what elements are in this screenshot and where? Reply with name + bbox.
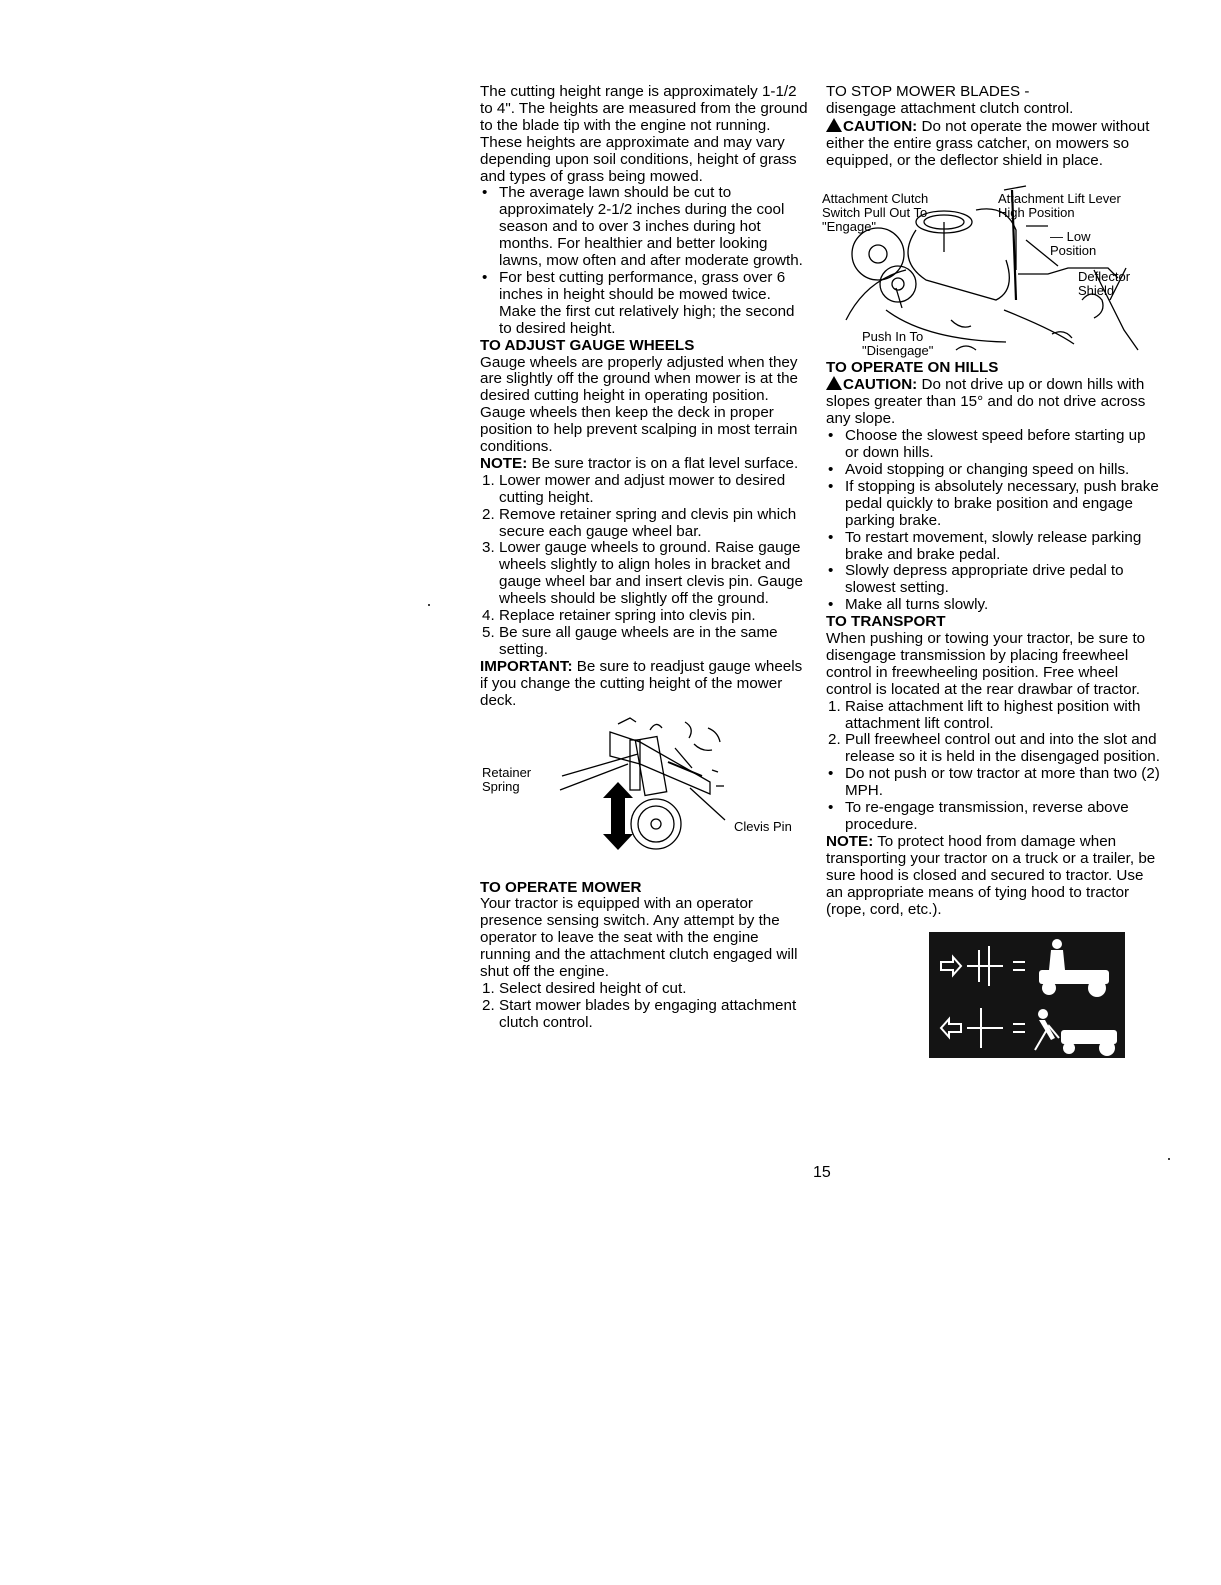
freewheel-decal bbox=[929, 932, 1125, 1058]
stop-blades-heading: TO STOP MOWER BLADES - bbox=[826, 83, 1030, 100]
lift-lever-label: Attachment Lift Lever High Position bbox=[998, 190, 1121, 220]
list-item: • If stopping is absolutely necessary, push brake pedal quickly to brake position and engage parking brake. bbox=[828, 477, 1159, 529]
list-item: 1. Raise attachment lift to highest position with attachment lift control. bbox=[828, 697, 1141, 732]
list-item: 2. Remove retainer spring and clevis pin which secure each gauge wheel bar. bbox=[482, 505, 797, 540]
list-item: 2. Start mower blades by engaging attachment clutch control. bbox=[482, 996, 797, 1031]
transport-bullet-list bbox=[826, 766, 1162, 834]
list-item: • Avoid stopping or changing speed on hills. bbox=[828, 460, 1130, 478]
gauge-steps-list bbox=[480, 473, 810, 659]
gauge-note: NOTE: Be sure tractor is on a flat level surface. bbox=[480, 454, 799, 472]
left-column bbox=[480, 84, 810, 1032]
retainer-spring-label: Retainer Spring bbox=[482, 764, 532, 794]
caution-grass-catcher: CAUTION: Do not operate the mower without either the entire grass catcher, on mowers so equipped, or the deflector shield in place. bbox=[826, 117, 1150, 169]
list-item: • To re-engage transmission, reverse above procedure. bbox=[828, 799, 1129, 833]
caution-hills: CAUTION: Do not drive up or down hills with slopes greater than 15° and do not drive across any slope. bbox=[826, 376, 1146, 428]
push-disengage-label: Push In To "Disengage" bbox=[862, 328, 934, 358]
list-item: 4. Replace retainer spring into clevis pin. bbox=[482, 607, 756, 625]
clutch-switch-label: Attachment Clutch Switch Pull Out To "Engage" bbox=[822, 190, 929, 234]
hills-heading: TO OPERATE ON HILLS bbox=[826, 358, 999, 376]
gauge-wheels-heading: TO ADJUST GAUGE WHEELS bbox=[480, 336, 695, 354]
list-item: • For best cutting performance, grass over 6 inches in height should be mowed twice. Make the first cut relatively high; the second to desired height. bbox=[482, 268, 795, 337]
list-item: • Choose the slowest speed before starting up or down hills. bbox=[828, 427, 1146, 462]
low-position-label: — Low Position bbox=[1050, 228, 1097, 258]
stop-blades-text: disengage attachment clutch control. bbox=[826, 99, 1074, 117]
warning-triangle-icon bbox=[826, 376, 842, 390]
transport-note: NOTE: To protect hood from damage when transporting your tractor on a truck or a trailer, be sure hood is closed and secured to tractor. Use an appropriate means of tying hood to tractor (rope, cord, etc.). bbox=[826, 832, 1156, 918]
list-item: • To restart movement, slowly release parking brake and brake pedal. bbox=[828, 528, 1142, 563]
gauge-wheels-text: Gauge wheels are properly adjusted when they are slightly off the ground when mower is at the desired cutting height in operating position. Gauge wheels then keep the deck in proper position to help prevent scalping in most terrain conditions. bbox=[480, 353, 798, 456]
scan-speck bbox=[1168, 1158, 1170, 1160]
deflector-shield-label: Deflector Shield bbox=[1078, 268, 1131, 298]
list-item: 3. Lower gauge wheels to ground. Raise gauge wheels slightly to align holes in bracket and gauge wheel bar and insert clevis pin. Gauge wheels should be slightly off the ground. bbox=[482, 539, 803, 608]
list-item: 5. Be sure all gauge wheels are in the same setting. bbox=[482, 624, 778, 658]
page-number: 15 bbox=[813, 1164, 831, 1181]
gauge-wheel-figure bbox=[480, 710, 810, 880]
cutting-height-intro: The cutting height range is approximately 1-1/2 to 4". The heights are measured from the ground to the blade tip with the engine not running. These heights are approximate and may vary depending upon soil conditions, height of grass and types of grass being mowed. bbox=[480, 83, 808, 185]
list-item: • Make all turns slowly. bbox=[828, 596, 989, 614]
hills-bullet-list bbox=[826, 428, 1162, 614]
transport-steps-list bbox=[826, 699, 1162, 767]
operate-steps-list bbox=[480, 981, 810, 1032]
freewheel-pictogram bbox=[929, 932, 1125, 1058]
operate-mower-heading: TO OPERATE MOWER bbox=[480, 878, 642, 896]
clevis-pin-label: Clevis Pin bbox=[734, 818, 792, 834]
important-note: IMPORTANT: Be sure to readjust gauge wheels if you change the cutting height of the mower deck. bbox=[480, 657, 803, 709]
transport-heading: TO TRANSPORT bbox=[826, 613, 946, 631]
list-item: 2. Pull freewheel control out and into the slot and release so it is held in the disengaged position. bbox=[828, 731, 1160, 766]
list-item: 1. Select desired height of cut. bbox=[482, 979, 687, 997]
transport-text: When pushing or towing your tractor, be sure to disengage transmission by placing freewheel control in freewheeling position. Free wheel control is located at the rear drawbar of tractor. bbox=[826, 630, 1146, 698]
list-item: • Slowly depress appropriate drive pedal to slowest setting. bbox=[828, 562, 1124, 597]
warning-triangle-icon bbox=[826, 118, 842, 132]
list-item: • The average lawn should be cut to approximately 2-1/2 inches during the cool season and to over 3 inches during hot months. For healthier and better looking lawns, mow often and after moderate growth. bbox=[482, 184, 803, 270]
intro-bullet-list bbox=[480, 185, 810, 337]
right-column bbox=[822, 83, 1162, 1058]
operate-mower-text: Your tractor is equipped with an operator presence sensing switch. Any attempt by the operator to leave the seat with the engine running and the attachment clutch engaged will shut off the engine. bbox=[480, 895, 798, 981]
list-item: • Do not push or tow tractor at more than two (2) MPH. bbox=[828, 765, 1160, 800]
scan-speck bbox=[428, 604, 430, 606]
clutch-control-figure bbox=[822, 170, 1162, 360]
list-item: 1. Lower mower and adjust mower to desired cutting height. bbox=[482, 471, 786, 506]
gauge-wheel-illustration bbox=[480, 710, 810, 880]
